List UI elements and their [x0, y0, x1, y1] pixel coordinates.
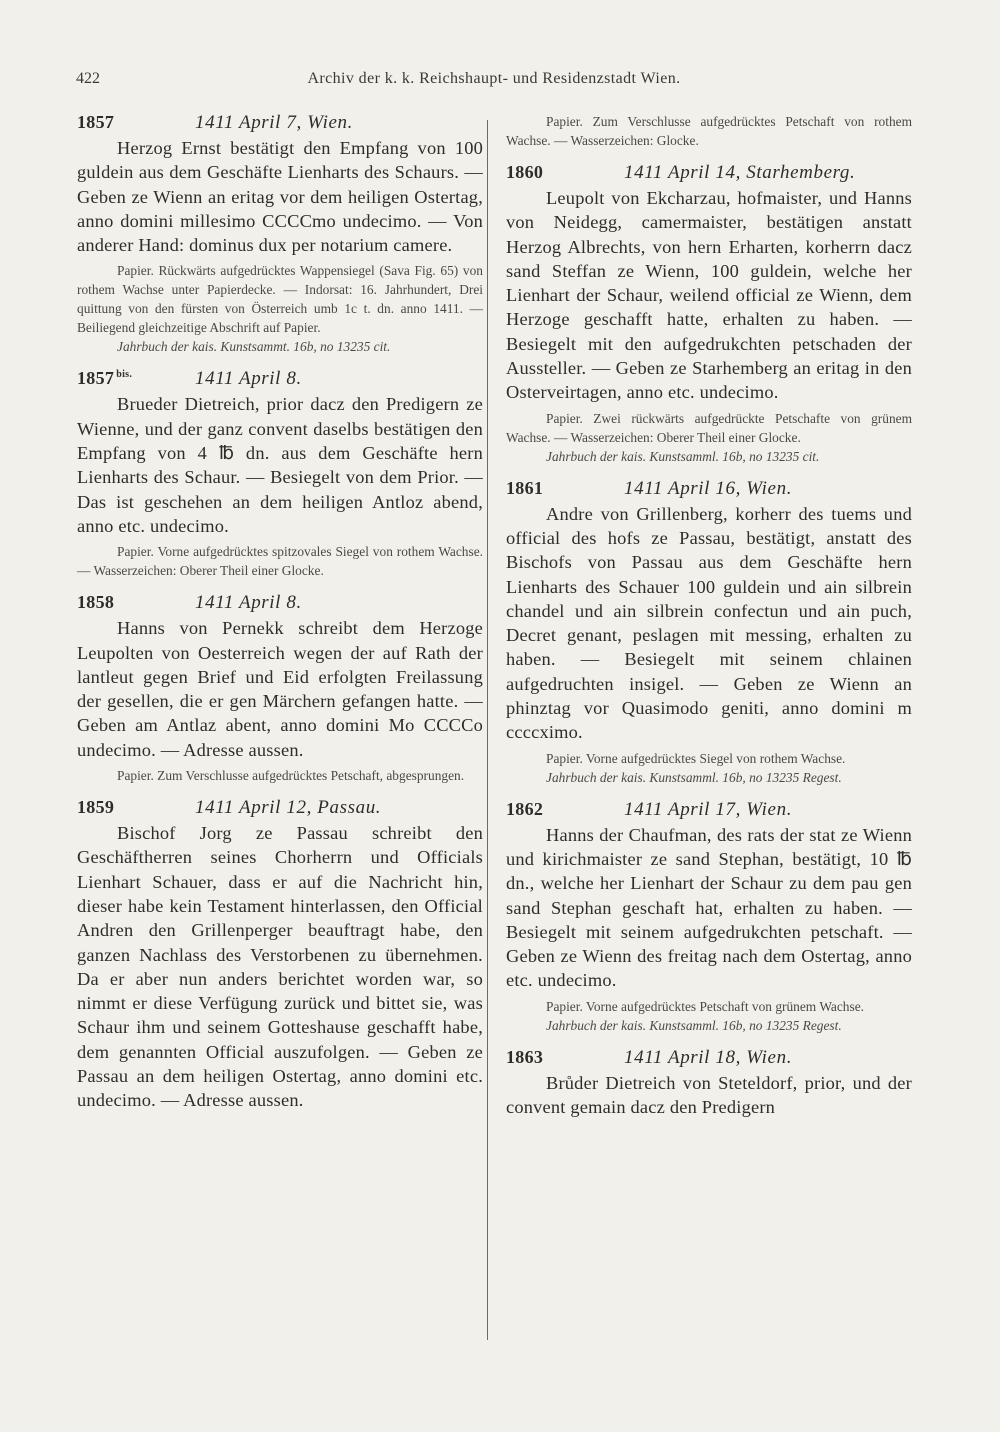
- entry-note: Papier. Rückwärts aufgedrücktes Wappensiegel (Sava Fig. 65) von rothem Wachse unter Papierdecke. — Indorsat: 16. Jahrhundert, Drei quittung von den fürsten von Österreich umb 1c t. dn. anno 1411. — Beiliegend gleichzeitige Abschrift auf Papier.: [77, 263, 483, 336]
- entry-number: 1861: [506, 477, 544, 498]
- entry-citation: Jahrbuch der kais. Kunstsamml. 16b, no 13235 Regest.: [546, 769, 842, 785]
- entry-text: Herzog Ernst bestätigt den Empfang von 100 guldein aus dem Geschäfte Lienharts des Schaurs. — Geben ze Wienn an eritag vor dem heiligen Ostertag, anno domini millesimo CCCCmo undecimo. — Von anderer Hand: dominus dux per notarium camere.: [77, 138, 483, 256]
- entry-date: 1411 April 8.: [195, 592, 302, 614]
- entry-1863-head: [506, 1047, 912, 1069]
- column-divider: [487, 120, 488, 1340]
- entry-citation: Jahrbuch der kais. Kunstsamml. 16b, no 13235 Regest.: [546, 1017, 842, 1033]
- entry-text: Hanns der Chaufman, des rats der stat ze Wienn und kirichmaister ze sand Stephan, bestätigt, 10 ℔ dn., welche her Lienhart der Schaur zu dem pau gen sand Stephan geschaft hat, erhalten zu haben. — Besiegelt mit seinem aufgedrukchten petschaft. — Geben ze Wienn des freitag nach dem Ostertag, anno etc. undecimo.: [506, 824, 912, 991]
- entry-number: 1857: [77, 112, 115, 132]
- page-header: [76, 70, 912, 94]
- entry-date: 1411 April 18, Wien.: [624, 1046, 793, 1068]
- entry-date: 1411 April 8.: [195, 368, 302, 390]
- entry-number: 1857 $^{bis.}$: [77, 368, 133, 389]
- entry-number: 1860: [506, 162, 544, 182]
- entry-note: Papier. Vorne aufgedrücktes Siegel von rothem Wachse.: [546, 750, 846, 766]
- entry-text: Andre von Grillenberg, korherr des tuems und official des hofs ze Passau, bestätigt, anstatt des Bischofs von Passau aus dem Geschäfte hern Lienharts des Schauer 100 guldein und ain silbrein chandel und ain silbrein confectun und ain puch, Decret genant, peslagen mit messing, erhalten zu haben. — Besiegelt mit seinem chlainen aufgedruchten insigel. — Geben ze Wienn an phinztag vor Quasimodo geniti, anno domini m ccccximo.: [506, 503, 912, 743]
- page-number: 422: [76, 70, 100, 87]
- entry-date: 1411 April 17, Wien.: [624, 798, 793, 820]
- entry-1862-head: [506, 799, 912, 821]
- entry-1859-head: [77, 797, 483, 819]
- entry-date: 1411 April 12, Passau.: [195, 797, 382, 819]
- entry-1857-head: [77, 112, 483, 134]
- entry-date: 1411 April 16, Wien.: [624, 477, 793, 499]
- entry-text: Brůder Dietreich von Steteldorf, prior, und der convent gemain dacz den Predigern: [506, 1072, 912, 1118]
- entry-number: 1863: [506, 1046, 544, 1067]
- entry-note: Papier. Zwei rückwärts aufgedrückte Petschafte von grünem Wachse. — Wasserzeichen: Oberer Theil einer Glocke.: [506, 410, 912, 445]
- entry-text: Bischof Jorg ze Passau schreibt den Geschäftherren seines Chorherrn und Officials Lienhart Schauer, dass er auf die Nachricht hin, dieser habe kein Testament hinterlassen, den Official Andren den Grillenperger beauftragt habe, den ganzen Nachlass des Verstorbenen zu übernehmen. Da er aber nun anders berichtet worden war, so nimmt er diese Verfügung zurück und bittet sie, was Schaur ihm und seinem Gotteshause geschafft habe, dem genannten Official auszufolgen. — Geben ze Passau an dem heiligen Ostertag, anno domini etc. undecimo. — Adresse aussen.: [77, 823, 483, 1111]
- entry-1857bis-head: [77, 368, 483, 390]
- entry-date: 1411 April 14, Starhemberg.: [624, 162, 856, 183]
- entry-1861-head: [506, 478, 912, 500]
- continued-note: Papier. Zum Verschlusse aufgedrücktes Petschaft von rothem Wachse. — Wasserzeichen: Glocke.: [506, 114, 912, 148]
- entry-1858-head: [77, 592, 483, 614]
- entry-text: Brueder Dietreich, prior dacz den Predigern ze Wienne, und der ganz convent daselbs bestätigen den Empfang von 4 ℔ dn. aus dem Geschäfte hern Lienharts des Schaur. — Besiegelt von dem Prior. — Das ist geschehen an dem heiligen Antloz abend, anno etc. undecimo.: [77, 394, 483, 536]
- bis-superscript: bis.: [116, 369, 133, 381]
- entry-note: Papier. Vorne aufgedrücktes Petschaft von grünem Wachse.: [546, 998, 864, 1014]
- left-column: [77, 112, 483, 1113]
- entry-note: Papier. Vorne aufgedrücktes spitzovales Siegel von rothem Wachse. — Wasserzeichen: Oberer Theil einer Glocke.: [77, 544, 483, 579]
- entry-note: Papier. Zum Verschlusse aufgedrücktes Petschaft, abgesprungen.: [117, 768, 465, 784]
- entry-number: 1862: [506, 798, 544, 819]
- entry-text: Leupolt von Ekcharzau, hofmaister, und Hanns von Neidegg, camermaister, bestätigen anstatt Herzog Albrechts, von hern Erharten, korherrn dacz sand Steffan ze Wienn, 100 guldein, welche her Lienhart der Schaur, weilend official ze Wienn, dem Herzoge geschafft hatte, erhalten zu haben. — Besiegelt mit den aufgedrukchten petschaden der Aussteller. — Geben ze Starhemberg an eritag in den Osterveirtagen, anno etc. undecimo.: [506, 188, 912, 403]
- entry-text: Hanns von Pernekk schreibt dem Herzoge Leupolten von Oesterreich wegen der auf Rath der lantleut gegen Brief und Eid erfolgten Freilassung der gesellen, die er gen Märchern gefangen hatte. — Geben am Antlaz abent, anno domini Mo CCCCo undecimo. — Adresse aussen.: [77, 618, 483, 760]
- entry-citation: Jahrbuch der kais. Kunstsammt. 16b, no 13235 cit.: [117, 339, 391, 355]
- entry-date: 1411 April 7, Wien.: [195, 112, 353, 133]
- entry-1860-head: [506, 162, 912, 184]
- right-column: [506, 112, 912, 1119]
- entry-number: 1859: [77, 797, 115, 818]
- running-title: Archiv der k. k. Reichshaupt- und Residenzstadt Wien.: [307, 70, 681, 87]
- entry-number: 1858: [77, 592, 115, 613]
- entry-citation: Jahrbuch der kais. Kunstsamml. 16b, no 13235 cit.: [546, 448, 820, 464]
